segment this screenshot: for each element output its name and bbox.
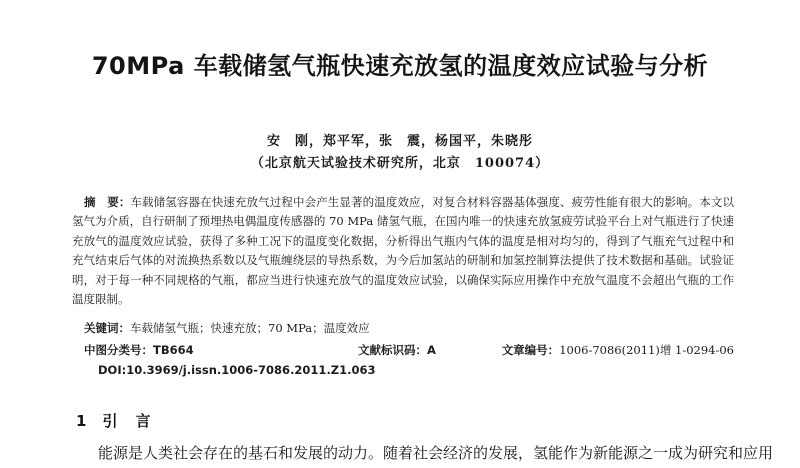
document-code xyxy=(358,342,436,358)
clc-number xyxy=(84,342,194,358)
section-number: 1 xyxy=(76,412,87,430)
document-code-label: 文献标识码： xyxy=(358,343,427,357)
section-heading xyxy=(76,410,168,431)
article-number-value: 1006-7086(2011)增 1-0294-06 xyxy=(559,343,734,357)
keywords-line xyxy=(84,320,370,336)
article-number-label: 文章编号： xyxy=(501,343,560,357)
author-list: 安 刚，郑平军，张 震，杨国平，朱晓彤 xyxy=(266,134,533,149)
body-paragraph: 能源是人类社会存在的基石和发展的动力。随着社会经济的发展，氢能作为新能源之一成为研究和应用 xyxy=(98,444,774,462)
abstract-text: 车载储氢容器在快速充放气过程中会产生显著的温度效应，对复合材料容器基体强度、疲劳性能有很大的影响。本文以氢气为介质，自行研制了预埋热电偶温度传感器的 70 MPa 储氢气瓶，在国内唯一的快速充放氢疲劳试验平台上对气瓶进行了快速充放气的温度效应试验，获得了多种工况下的温度变化数据，分析得出气瓶内气体的温度是相对均匀的，得到了气瓶充气过程中和充气结束后气体的对流换热系数以及气瓶缠绕层的导热系数，为今后加氢站的研制和加氢控制算法提供了技术数据和基础。试验证明，对于每一种不同规格的气瓶，都应当进行快速充放气的温度效应试验，以确保实际应用操作中充放气温度不会超出气瓶的工作温度限制。 xyxy=(72,195,734,307)
paper-title: 70MPa 车载储氢气瓶快速充放氢的温度效应试验与分析 xyxy=(91,52,709,80)
author-affiliation: （北京航天试验技术研究所，北京 100074） xyxy=(250,156,550,171)
article-number xyxy=(502,342,734,358)
clc-label: 中图分类号： xyxy=(84,343,153,357)
section-title: 引言 xyxy=(102,412,169,430)
abstract-label: 摘 要： xyxy=(84,195,131,209)
clc-value: TB664 xyxy=(153,343,194,357)
document-code-value: A xyxy=(427,343,436,357)
classification-line xyxy=(84,342,734,358)
abstract-block xyxy=(72,193,734,309)
keywords-label: 关键词： xyxy=(84,321,130,335)
keywords-value: 车载储氢气瓶；快速充放；70 MPa；温度效应 xyxy=(130,321,370,335)
doi-line: DOI:10.3969/j.issn.1006-7086.2011.Z1.063 xyxy=(98,363,376,377)
